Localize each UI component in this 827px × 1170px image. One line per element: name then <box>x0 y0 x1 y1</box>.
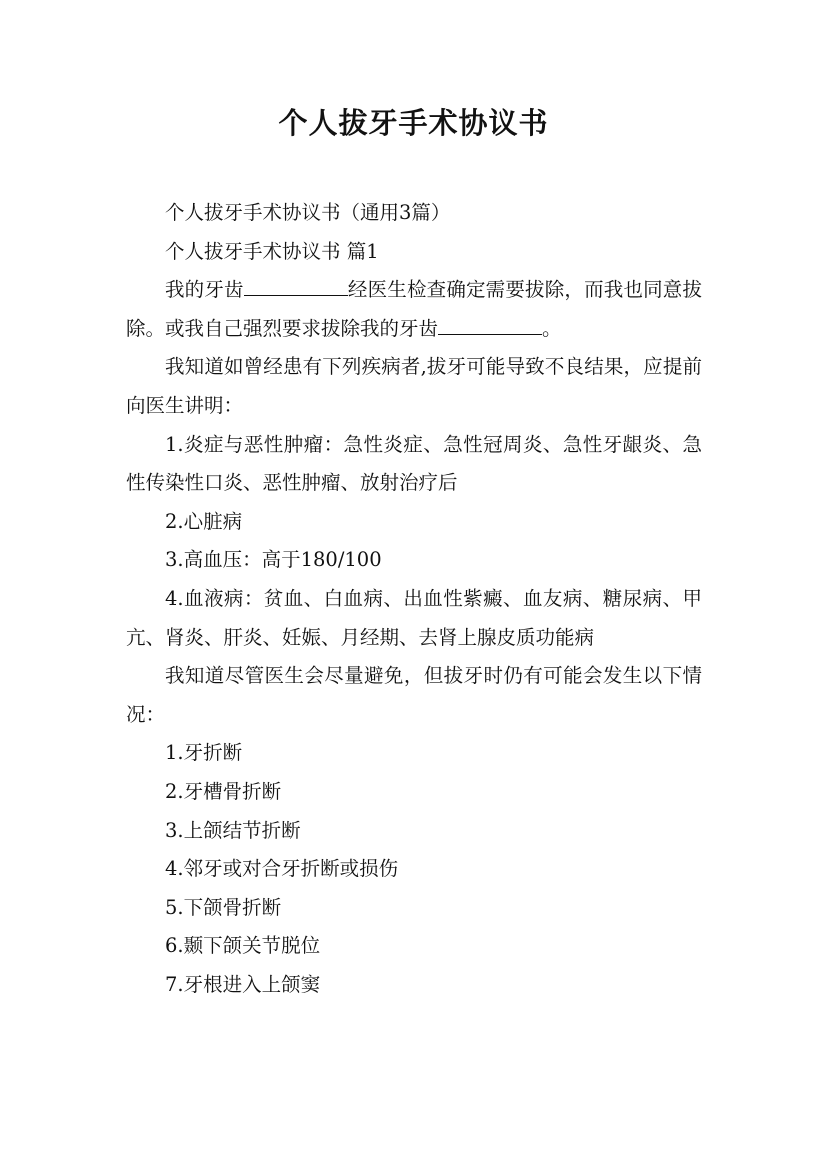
consent-paragraph <box>126 271 702 348</box>
disease-item: 4.血液病：贫血、白血病、出血性紫癜、血友病、糖尿病、甲亢、肾炎、肝炎、妊娠、月经期、去肾上腺皮质功能病 <box>126 586 702 649</box>
risk-item: 3.上颌结节折断 <box>165 818 301 842</box>
risk-intro: 我知道尽管医生会尽量避免，但拔牙时仍有可能会发生以下情况： <box>126 664 702 726</box>
risk-item: 4.邻牙或对合牙折断或损伤 <box>165 857 399 881</box>
disease-item: 1.炎症与恶性肿瘤：急性炎症、急性冠周炎、急性牙龈炎、急性传染性口炎、恶性肿瘤、放射治疗后 <box>126 432 702 495</box>
document-title: 个人拔牙手术协议书 <box>278 106 549 140</box>
document-subtitle: 个人拔牙手术协议书（通用3篇） <box>165 201 451 224</box>
tooth-blank-1 <box>244 278 348 297</box>
consent-text-2: 经医生检查确定需要拔除，而我也同意拔除。或我自己强烈要求拔除我的牙齿 <box>126 278 702 340</box>
risk-item: 7.牙根进入上颌窦 <box>165 972 321 996</box>
disease-item: 2.心脏病 <box>165 509 243 533</box>
consent-text-3: 。 <box>542 316 562 340</box>
risk-item: 5.下颌骨折断 <box>165 895 282 919</box>
part-heading: 个人拔牙手术协议书 篇1 <box>165 239 379 263</box>
disease-item: 3.高血压：高于180/100 <box>165 548 382 572</box>
risk-item: 6.颞下颌关节脱位 <box>165 934 321 958</box>
consent-text-1: 我的牙齿 <box>165 278 244 302</box>
document-body <box>126 194 702 1004</box>
disease-intro: 我知道如曾经患有下列疾病者,拔牙可能导致不良结果，应提前向医生讲明： <box>126 355 702 417</box>
risk-item: 1.牙折断 <box>165 741 243 765</box>
tooth-blank-2 <box>438 316 542 335</box>
risk-item: 2.牙槽骨折断 <box>165 779 282 803</box>
